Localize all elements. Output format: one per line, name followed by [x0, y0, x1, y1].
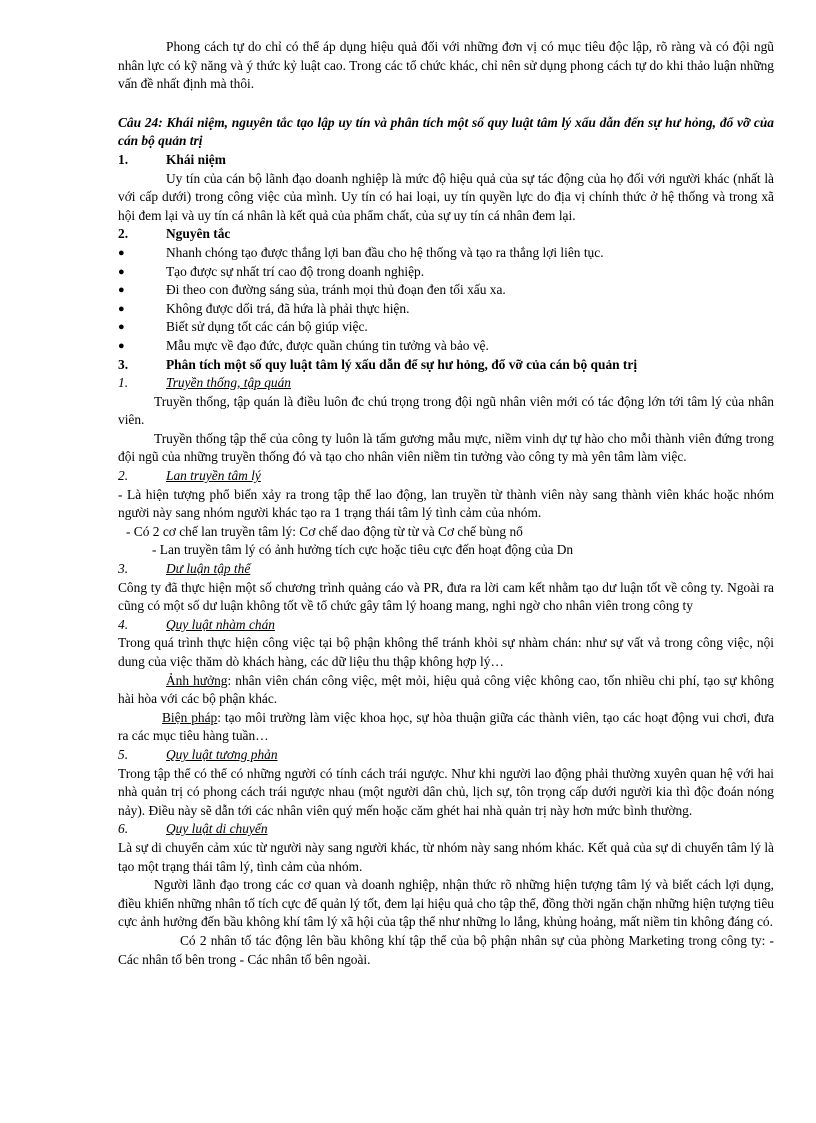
list-item [118, 318, 774, 337]
bullet-icon: ● [118, 265, 125, 278]
measure-paragraph [118, 709, 774, 746]
effect-paragraph [118, 672, 774, 709]
subsection-title: Dư luận tập thể [166, 561, 251, 577]
list-item-text: Biết sử dụng tốt các cán bộ giúp việc. [166, 319, 368, 335]
section-3-heading [118, 356, 774, 375]
principles-list [118, 244, 774, 356]
list-item [118, 337, 774, 356]
list-item [118, 281, 774, 300]
paragraph: Có 2 nhân tố tác động lên bầu không khí tập thể của bộ phận nhân sự của phòng Marketing trong công ty: - Các nhân tố bên trong - Các nhân tố bên ngoài. [118, 932, 774, 967]
subsection-title: Quy luật tương phản [166, 746, 278, 762]
bullet-icon: ● [118, 246, 125, 259]
subsection-number: 6. [118, 821, 129, 837]
paragraph: - Có 2 cơ chế lan truyền tâm lý: Cơ chế dao động từ từ và Cơ chế bùng nổ [126, 523, 523, 539]
section-number: 3. [118, 356, 129, 372]
section-title: Phân tích một số quy luật tâm lý xấu dẫn để sự hư hỏng, đổ vỡ của cán bộ quản trị [166, 356, 638, 372]
list-item [118, 300, 774, 319]
list-item-text: Đi theo con đường sáng sủa, tránh mọi thủ đoạn đen tối xấu xa. [166, 282, 506, 298]
paragraph: Người lãnh đạo trong các cơ quan và doanh nghiệp, nhận thức rõ những hiện tượng tâm lý và biết cách lợi dụng, điều khiển những nhân tố tích cực để quản lý tốt, đem lại hiệu quả cho tập thể, đồng thời ngăn chặn những hiện tượng tiêu cực ảnh hưởng đến bầu không khí tâm lý xã hội của tập thể như những lo lắng, khủng hoảng, mất niềm tin không đáng có. [118, 877, 774, 930]
section-1-text: Uy tín của cán bộ lãnh đạo doanh nghiệp là mức độ hiệu quả của sự tác động của họ đối với người khác (nhất là với cấp dưới) trong công việc của mình. Uy tín có hai loại, uy tín quyền lực do địa vị chính thức ở hệ thống và trong xã hội đem lại và uy tín cá nhân là kết quả của phẩm chất, của sự uy tín cá nhân đem lại. [118, 170, 774, 223]
bullet-icon: ● [118, 321, 125, 334]
paragraph: Trong tập thể có thể có những người có tính cách trái ngược. Như khi người lao động phải thường xuyên quan hệ với hai nhà quản trị có phong cách trái ngược nhau (một người dân chủ, lịch sự, tôn trọng cấp dưới người kia thì độc đoán nóng nảy). Điều này sẽ dẫn tới các nhân viên quý mến hoặc căm ghét hai nhà quản trị này hơn mức bình thường. [118, 765, 774, 818]
effect-label: Ảnh hưởng [166, 672, 228, 688]
section-title: Khái niệm [166, 151, 226, 167]
paragraph: Trong quá trình thực hiện công việc tại bộ phận không thể tránh khỏi sự nhàm chán: như sự vất vả trong công việc, nội dung của việc thăm dò khách hàng, các dữ liệu thu thập không hợp lý… [118, 635, 774, 669]
document-page [118, 38, 774, 969]
question-heading: Câu 24: Khái niệm, nguyên tắc tạo lập uy tín và phân tích một số quy luật tâm lý xấu dẫn đến sự hư hỏng, đổ vỡ của cán bộ quản trị [118, 114, 774, 149]
measure-label: Biện pháp [162, 709, 218, 725]
list-item-text: Tạo được sự nhất trí cao độ trong doanh nghiệp. [166, 263, 425, 279]
subsection-title: Truyền thống, tập quán [166, 375, 291, 391]
subsection-number: 1. [118, 375, 129, 391]
subsection-title: Quy luật di chuyển [166, 821, 268, 837]
paragraph: Truyền thống, tập quán là điều luôn đc chú trọng trong đội ngũ nhân viên mới có tác động lớn tới tâm lý của nhân viên. [118, 393, 774, 428]
paragraph: Truyền thống tập thể của công ty luôn là tấm gương mẫu mực, niềm vinh dự tự hào cho mỗi thành viên đứng trong đội ngũ của những truyền thống đó và tạo cho nhân viên niềm tin tưởng vào công ty mà yên tâm làm việc. [118, 430, 774, 465]
list-item [118, 244, 774, 263]
list-item-text: Mẫu mực về đạo đức, được quần chúng tin tưởng và bảo vệ. [166, 337, 489, 353]
measure-text: : tạo môi trường làm việc khoa học, sự hòa thuận giữa các thành viên, tạo các hoạt động vui chơi, đưa ra các mục tiêu hàng tuần… [118, 709, 775, 744]
bullet-icon: ● [118, 284, 125, 297]
subsection-number: 2. [118, 468, 129, 484]
subsection-4-heading [118, 616, 774, 635]
intro-paragraph: Phong cách tự do chỉ có thể áp dụng hiệu quả đối với những đơn vị có mục tiêu độc lập, rõ ràng và có đội ngũ nhân lực có kỹ năng và ý thức kỷ luật cao. Trong các tổ chức khác, chỉ nên sử dụng phong cách tự do khi thảo luận những vấn đề nhất định mà thôi. [118, 39, 774, 92]
subsection-number: 5. [118, 746, 129, 762]
subsection-number: 4. [118, 616, 129, 632]
paragraph: - Lan truyền tâm lý có ảnh hưởng tích cực hoặc tiêu cực đến hoạt động của Dn [152, 542, 574, 558]
paragraph: Công ty đã thực hiện một số chương trình quảng cáo và PR, đưa ra lời cam kết nhằm tạo dư luận tốt về công ty. Ngoài ra cũng có một số dư luận không tốt về tổ chức gây tâm lý hoang mang, nghi ngờ cho nhân viên trong công ty [118, 579, 774, 614]
subsection-5-heading [118, 746, 774, 765]
list-item [118, 263, 774, 282]
section-number: 1. [118, 151, 129, 167]
list-item-text: Không được dối trá, đã hứa là phải thực hiện. [166, 300, 410, 316]
subsection-number: 3. [118, 561, 129, 577]
paragraph: Là sự di chuyển cảm xúc từ người này sang người khác, từ nhóm này sang nhóm khác. Kết quả của sự di chuyển tâm lý là tạo một trạng thái tâm lý, tình cảm của nhóm. [118, 839, 774, 874]
section-title: Nguyên tắc [166, 226, 231, 242]
subsection-2-heading [118, 467, 774, 486]
paragraph: - Là hiện tượng phổ biến xảy ra trong tập thể lao động, lan truyền từ thành viên này sang thành viên khác hoặc nhóm người này sang nhóm người khác tạo ra 1 trạng thái tâm lý tình cảm của nhóm. [118, 486, 774, 521]
subsection-title: Quy luật nhàm chán [166, 616, 275, 632]
effect-text: : nhân viên chán công việc, mệt mỏi, hiệu quả công việc không cao, tốn nhiều chi phí, tạo sự không hài hòa với các bộ phận khác. [118, 672, 774, 707]
section-2-heading [118, 225, 774, 244]
subsection-1-heading [118, 374, 774, 393]
subsection-3-heading [118, 560, 774, 579]
section-number: 2. [118, 226, 129, 242]
subsection-title: Lan truyền tâm lý [166, 468, 261, 484]
list-item-text: Nhanh chóng tạo được thắng lợi ban đầu cho hệ thống và tạo ra thắng lợi liên tục. [166, 244, 604, 260]
subsection-6-heading [118, 820, 774, 839]
section-1-heading [118, 151, 774, 170]
bullet-icon: ● [118, 339, 125, 352]
bullet-icon: ● [118, 302, 125, 315]
